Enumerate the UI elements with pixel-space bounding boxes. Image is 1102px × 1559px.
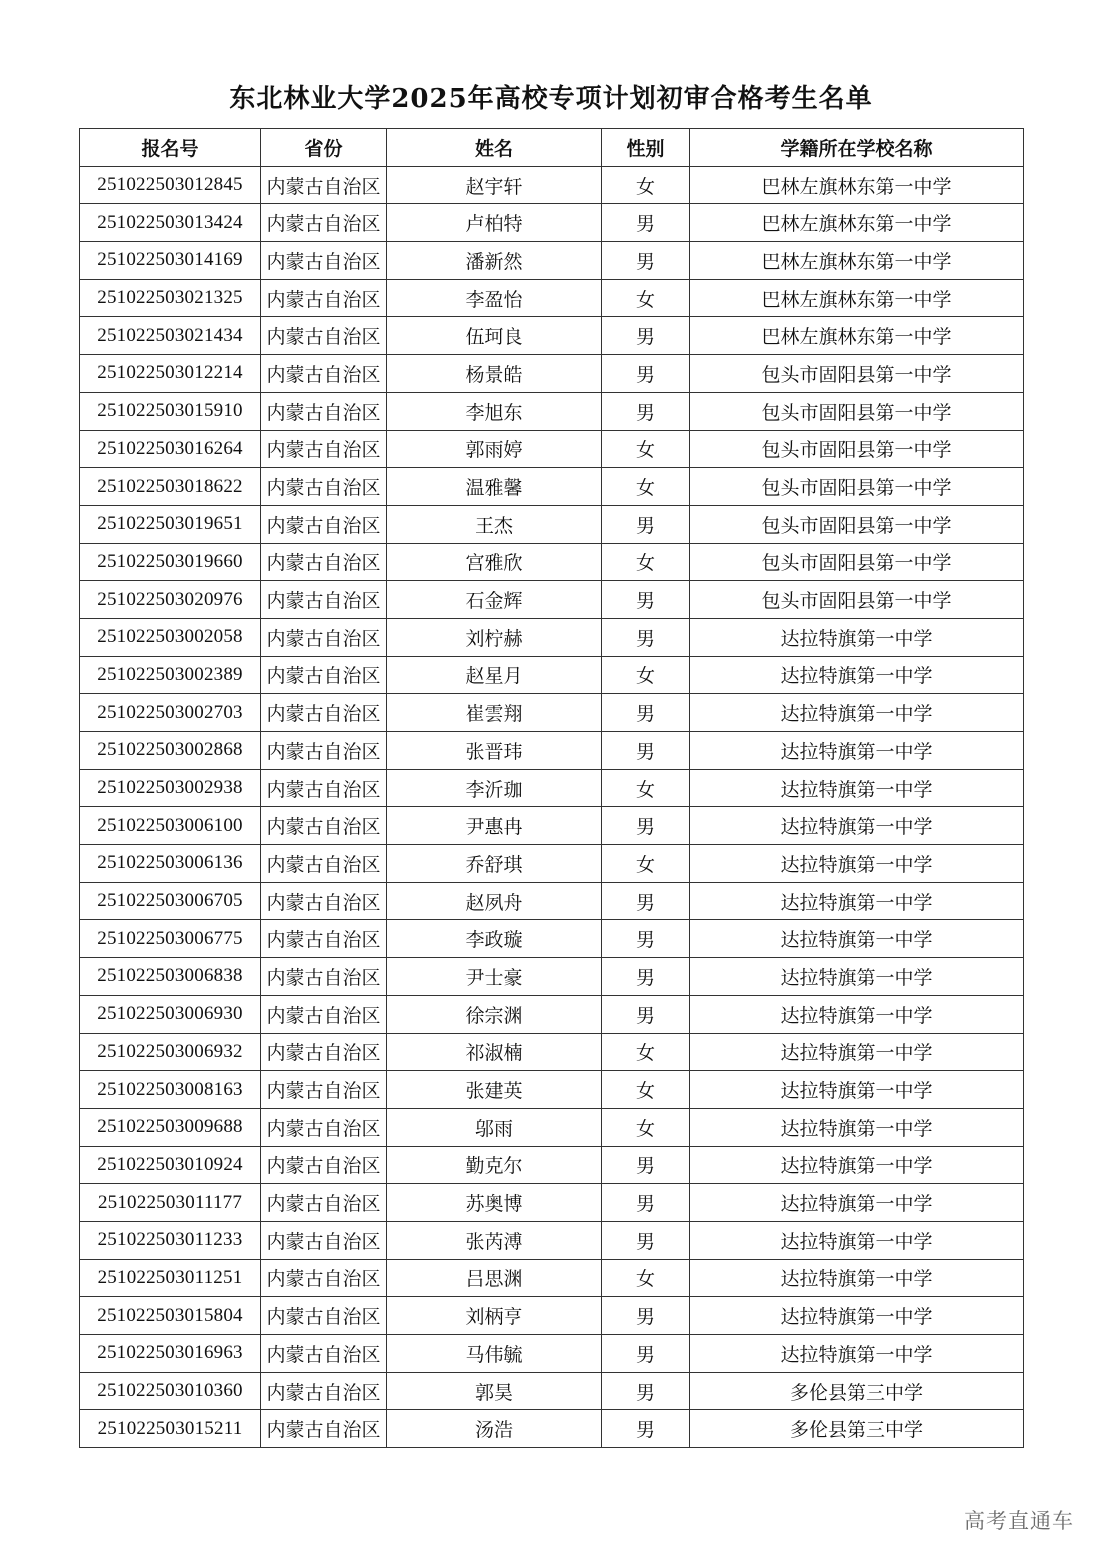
- table-row: [80, 694, 1024, 732]
- cell-gender: 女: [602, 845, 690, 883]
- cell-registration-id: 251022503019660: [80, 543, 261, 581]
- cell-gender: 女: [602, 166, 690, 204]
- cell-school: 巴林左旗林东第一中学: [690, 279, 1024, 317]
- cell-school: 包头市固阳县第一中学: [690, 505, 1024, 543]
- cell-name: 郭雨婷: [387, 430, 602, 468]
- table-row: [80, 618, 1024, 656]
- cell-school: 达拉特旗第一中学: [690, 1146, 1024, 1184]
- table-row: [80, 1259, 1024, 1297]
- cell-gender: 男: [602, 204, 690, 242]
- cell-gender: 男: [602, 505, 690, 543]
- cell-gender: 男: [602, 242, 690, 280]
- cell-registration-id: 251022503006136: [80, 845, 261, 883]
- table-row: [80, 1297, 1024, 1335]
- cell-school: 达拉特旗第一中学: [690, 807, 1024, 845]
- cell-gender: 男: [602, 1410, 690, 1448]
- table-row: [80, 317, 1024, 355]
- cell-school: 达拉特旗第一中学: [690, 1071, 1024, 1109]
- cell-name: 祁淑楠: [387, 1033, 602, 1071]
- cell-name: 勤克尔: [387, 1146, 602, 1184]
- cell-school: 达拉特旗第一中学: [690, 732, 1024, 770]
- cell-name: 张建英: [387, 1071, 602, 1109]
- cell-registration-id: 251022503006775: [80, 920, 261, 958]
- cell-name: 乔舒琪: [387, 845, 602, 883]
- header-province: 省份: [261, 129, 387, 167]
- table-row: [80, 769, 1024, 807]
- cell-registration-id: 251022503011233: [80, 1221, 261, 1259]
- cell-name: 张芮溥: [387, 1221, 602, 1259]
- cell-province: 内蒙古自治区: [261, 317, 387, 355]
- cell-gender: 女: [602, 468, 690, 506]
- cell-registration-id: 251022503012845: [80, 166, 261, 204]
- cell-registration-id: 251022503013424: [80, 204, 261, 242]
- cell-registration-id: 251022503002703: [80, 694, 261, 732]
- cell-name: 宫雅欣: [387, 543, 602, 581]
- cell-gender: 男: [602, 958, 690, 996]
- table-row: [80, 1146, 1024, 1184]
- cell-gender: 男: [602, 1372, 690, 1410]
- table-row: [80, 1335, 1024, 1373]
- cell-name: 苏奥博: [387, 1184, 602, 1222]
- table-row: [80, 1372, 1024, 1410]
- cell-province: 内蒙古自治区: [261, 1259, 387, 1297]
- cell-registration-id: 251022503008163: [80, 1071, 261, 1109]
- cell-registration-id: 251022503010924: [80, 1146, 261, 1184]
- cell-registration-id: 251022503006705: [80, 882, 261, 920]
- cell-registration-id: 251022503014169: [80, 242, 261, 280]
- cell-registration-id: 251022503015910: [80, 392, 261, 430]
- cell-province: 内蒙古自治区: [261, 1146, 387, 1184]
- table-row: [80, 392, 1024, 430]
- cell-name: 伍珂良: [387, 317, 602, 355]
- cell-registration-id: 251022503002868: [80, 732, 261, 770]
- cell-gender: 男: [602, 995, 690, 1033]
- cell-registration-id: 251022503006100: [80, 807, 261, 845]
- table-row: [80, 1184, 1024, 1222]
- header-id: 报名号: [80, 129, 261, 167]
- cell-gender: 男: [602, 1184, 690, 1222]
- cell-registration-id: 251022503015804: [80, 1297, 261, 1335]
- cell-gender: 男: [602, 317, 690, 355]
- cell-gender: 男: [602, 920, 690, 958]
- cell-registration-id: 251022503002938: [80, 769, 261, 807]
- cell-province: 内蒙古自治区: [261, 1221, 387, 1259]
- table-row: [80, 279, 1024, 317]
- cell-school: 包头市固阳县第一中学: [690, 581, 1024, 619]
- table-row: [80, 920, 1024, 958]
- cell-gender: 女: [602, 430, 690, 468]
- table-row: [80, 166, 1024, 204]
- cell-name: 汤浩: [387, 1410, 602, 1448]
- cell-school: 达拉特旗第一中学: [690, 845, 1024, 883]
- cell-registration-id: 251022503016264: [80, 430, 261, 468]
- cell-registration-id: 251022503006930: [80, 995, 261, 1033]
- cell-school: 达拉特旗第一中学: [690, 618, 1024, 656]
- watermark: 高考直通车: [964, 1509, 1074, 1533]
- cell-name: 赵星月: [387, 656, 602, 694]
- cell-gender: 男: [602, 1146, 690, 1184]
- cell-school: 达拉特旗第一中学: [690, 1221, 1024, 1259]
- table-row: [80, 882, 1024, 920]
- cell-school: 达拉特旗第一中学: [690, 995, 1024, 1033]
- table-row: [80, 204, 1024, 242]
- cell-gender: 男: [602, 618, 690, 656]
- cell-province: 内蒙古自治区: [261, 543, 387, 581]
- cell-registration-id: 251022503011177: [80, 1184, 261, 1222]
- cell-name: 潘新然: [387, 242, 602, 280]
- cell-province: 内蒙古自治区: [261, 807, 387, 845]
- cell-name: 徐宗渊: [387, 995, 602, 1033]
- document-title: 东北林业大学2025年高校专项计划初审合格考生名单: [229, 84, 873, 114]
- cell-province: 内蒙古自治区: [261, 958, 387, 996]
- cell-school: 包头市固阳县第一中学: [690, 430, 1024, 468]
- cell-province: 内蒙古自治区: [261, 242, 387, 280]
- cell-registration-id: 251022503019651: [80, 505, 261, 543]
- cell-name: 尹士豪: [387, 958, 602, 996]
- cell-gender: 男: [602, 882, 690, 920]
- table-row: [80, 1071, 1024, 1109]
- table-row: [80, 1410, 1024, 1448]
- header-gender: 性别: [602, 129, 690, 167]
- table-row: [80, 242, 1024, 280]
- cell-registration-id: 251022503002389: [80, 656, 261, 694]
- header-name: 姓名: [387, 129, 602, 167]
- cell-gender: 男: [602, 694, 690, 732]
- table-row: [80, 430, 1024, 468]
- cell-school: 达拉特旗第一中学: [690, 920, 1024, 958]
- header-school: 学籍所在学校名称: [690, 129, 1024, 167]
- table-row: [80, 845, 1024, 883]
- cell-province: 内蒙古自治区: [261, 845, 387, 883]
- cell-registration-id: 251022503016963: [80, 1335, 261, 1373]
- cell-province: 内蒙古自治区: [261, 204, 387, 242]
- cell-school: 巴林左旗林东第一中学: [690, 166, 1024, 204]
- cell-registration-id: 251022503010360: [80, 1372, 261, 1410]
- cell-gender: 女: [602, 1071, 690, 1109]
- table-row: [80, 995, 1024, 1033]
- cell-school: 达拉特旗第一中学: [690, 1335, 1024, 1373]
- cell-province: 内蒙古自治区: [261, 430, 387, 468]
- cell-school: 达拉特旗第一中学: [690, 958, 1024, 996]
- cell-name: 李政璇: [387, 920, 602, 958]
- cell-gender: 女: [602, 279, 690, 317]
- cell-name: 赵宇轩: [387, 166, 602, 204]
- table-row: [80, 1221, 1024, 1259]
- cell-gender: 男: [602, 1335, 690, 1373]
- cell-school: 达拉特旗第一中学: [690, 1297, 1024, 1335]
- cell-registration-id: 251022503020976: [80, 581, 261, 619]
- cell-province: 内蒙古自治区: [261, 920, 387, 958]
- cell-province: 内蒙古自治区: [261, 581, 387, 619]
- cell-province: 内蒙古自治区: [261, 279, 387, 317]
- cell-gender: 男: [602, 1221, 690, 1259]
- cell-gender: 女: [602, 769, 690, 807]
- table-header-row: [80, 129, 1024, 167]
- cell-name: 崔雲翔: [387, 694, 602, 732]
- cell-province: 内蒙古自治区: [261, 1372, 387, 1410]
- table-row: [80, 656, 1024, 694]
- cell-name: 尹惠冉: [387, 807, 602, 845]
- cell-province: 内蒙古自治区: [261, 1108, 387, 1146]
- cell-province: 内蒙古自治区: [261, 166, 387, 204]
- cell-school: 达拉特旗第一中学: [690, 1108, 1024, 1146]
- cell-province: 内蒙古自治区: [261, 1071, 387, 1109]
- cell-province: 内蒙古自治区: [261, 732, 387, 770]
- cell-province: 内蒙古自治区: [261, 1184, 387, 1222]
- cell-school: 达拉特旗第一中学: [690, 694, 1024, 732]
- cell-school: 达拉特旗第一中学: [690, 1184, 1024, 1222]
- cell-school: 多伦县第三中学: [690, 1372, 1024, 1410]
- cell-name: 吕思渊: [387, 1259, 602, 1297]
- cell-province: 内蒙古自治区: [261, 1033, 387, 1071]
- cell-province: 内蒙古自治区: [261, 694, 387, 732]
- cell-school: 巴林左旗林东第一中学: [690, 242, 1024, 280]
- cell-name: 邬雨: [387, 1108, 602, 1146]
- table-row: [80, 1108, 1024, 1146]
- cell-name: 刘柄亨: [387, 1297, 602, 1335]
- cell-name: 马伟毓: [387, 1335, 602, 1373]
- cell-gender: 女: [602, 543, 690, 581]
- table-row: [80, 355, 1024, 393]
- cell-gender: 男: [602, 355, 690, 393]
- cell-school: 达拉特旗第一中学: [690, 882, 1024, 920]
- cell-name: 王杰: [387, 505, 602, 543]
- table-row: [80, 958, 1024, 996]
- cell-school: 达拉特旗第一中学: [690, 769, 1024, 807]
- candidate-table: [79, 128, 1024, 1448]
- cell-province: 内蒙古自治区: [261, 392, 387, 430]
- cell-name: 李旭东: [387, 392, 602, 430]
- cell-school: 包头市固阳县第一中学: [690, 355, 1024, 393]
- cell-province: 内蒙古自治区: [261, 618, 387, 656]
- cell-province: 内蒙古自治区: [261, 769, 387, 807]
- cell-school: 达拉特旗第一中学: [690, 656, 1024, 694]
- cell-province: 内蒙古自治区: [261, 505, 387, 543]
- cell-name: 李沂珈: [387, 769, 602, 807]
- cell-registration-id: 251022503015211: [80, 1410, 261, 1448]
- cell-name: 卢柏特: [387, 204, 602, 242]
- cell-registration-id: 251022503006838: [80, 958, 261, 996]
- cell-province: 内蒙古自治区: [261, 882, 387, 920]
- cell-name: 张晋玮: [387, 732, 602, 770]
- cell-gender: 女: [602, 1033, 690, 1071]
- cell-province: 内蒙古自治区: [261, 1297, 387, 1335]
- cell-school: 包头市固阳县第一中学: [690, 392, 1024, 430]
- cell-gender: 女: [602, 656, 690, 694]
- table-row: [80, 807, 1024, 845]
- cell-gender: 男: [602, 392, 690, 430]
- cell-gender: 男: [602, 807, 690, 845]
- cell-registration-id: 251022503012214: [80, 355, 261, 393]
- table-row: [80, 581, 1024, 619]
- cell-name: 李盈怡: [387, 279, 602, 317]
- table-row: [80, 1033, 1024, 1071]
- cell-name: 石金辉: [387, 581, 602, 619]
- table-row: [80, 543, 1024, 581]
- cell-registration-id: 251022503021434: [80, 317, 261, 355]
- cell-province: 内蒙古自治区: [261, 656, 387, 694]
- cell-school: 达拉特旗第一中学: [690, 1033, 1024, 1071]
- cell-registration-id: 251022503006932: [80, 1033, 261, 1071]
- table-row: [80, 468, 1024, 506]
- cell-school: 巴林左旗林东第一中学: [690, 317, 1024, 355]
- cell-province: 内蒙古自治区: [261, 1335, 387, 1373]
- cell-registration-id: 251022503021325: [80, 279, 261, 317]
- cell-registration-id: 251022503002058: [80, 618, 261, 656]
- cell-province: 内蒙古自治区: [261, 355, 387, 393]
- table-row: [80, 505, 1024, 543]
- cell-province: 内蒙古自治区: [261, 995, 387, 1033]
- cell-school: 包头市固阳县第一中学: [690, 468, 1024, 506]
- cell-gender: 女: [602, 1108, 690, 1146]
- cell-gender: 男: [602, 1297, 690, 1335]
- cell-school: 巴林左旗林东第一中学: [690, 204, 1024, 242]
- table-row: [80, 732, 1024, 770]
- cell-name: 温雅馨: [387, 468, 602, 506]
- table-body: [80, 166, 1024, 1447]
- cell-name: 杨景皓: [387, 355, 602, 393]
- cell-name: 赵夙舟: [387, 882, 602, 920]
- cell-registration-id: 251022503009688: [80, 1108, 261, 1146]
- cell-name: 刘柠赫: [387, 618, 602, 656]
- cell-name: 郭昊: [387, 1372, 602, 1410]
- cell-province: 内蒙古自治区: [261, 1410, 387, 1448]
- cell-school: 多伦县第三中学: [690, 1410, 1024, 1448]
- cell-province: 内蒙古自治区: [261, 468, 387, 506]
- cell-gender: 男: [602, 581, 690, 619]
- cell-registration-id: 251022503018622: [80, 468, 261, 506]
- cell-school: 包头市固阳县第一中学: [690, 543, 1024, 581]
- cell-school: 达拉特旗第一中学: [690, 1259, 1024, 1297]
- cell-registration-id: 251022503011251: [80, 1259, 261, 1297]
- cell-gender: 男: [602, 732, 690, 770]
- cell-gender: 女: [602, 1259, 690, 1297]
